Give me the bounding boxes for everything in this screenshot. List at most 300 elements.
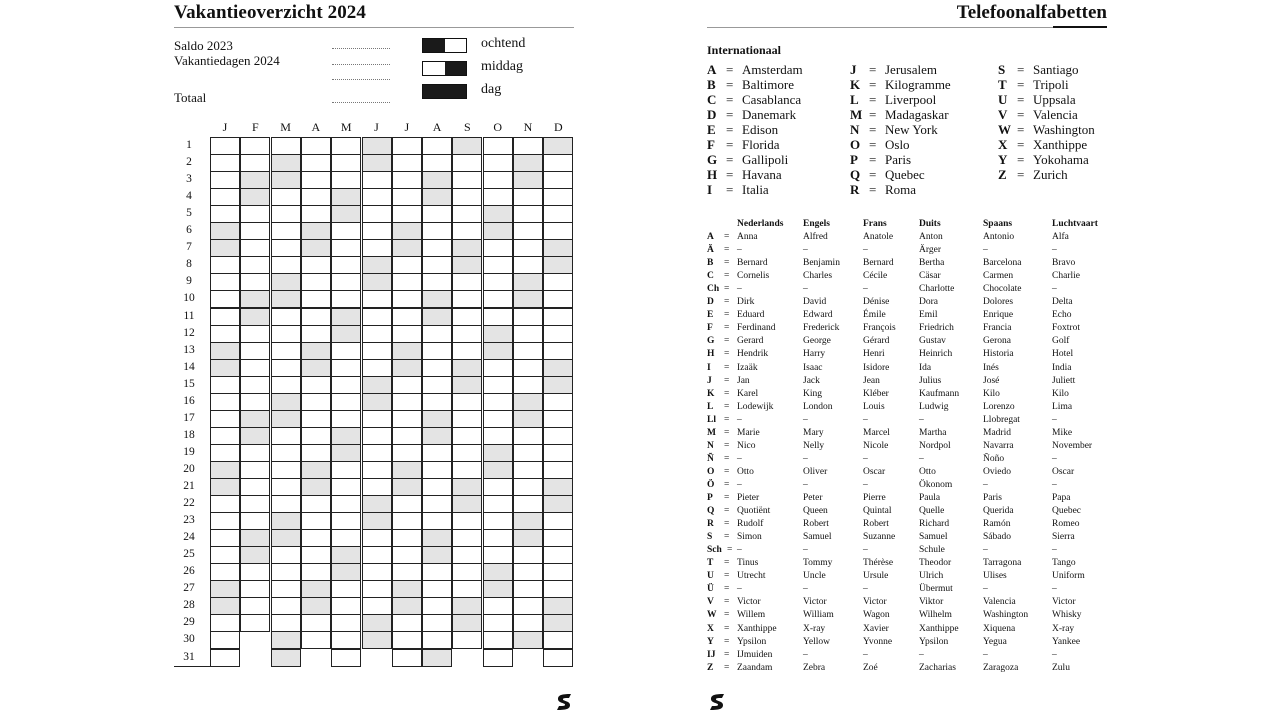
day-cell[interactable] (483, 342, 513, 360)
day-cell[interactable] (483, 563, 513, 581)
day-cell[interactable] (422, 342, 452, 360)
day-cell[interactable] (513, 188, 543, 206)
day-cell[interactable] (301, 154, 331, 172)
day-cell[interactable] (331, 273, 361, 291)
day-cell[interactable] (483, 478, 513, 496)
day-cell[interactable] (452, 512, 482, 530)
day-cell[interactable] (271, 359, 301, 377)
day-cell[interactable] (422, 461, 452, 479)
day-cell[interactable] (210, 478, 240, 496)
day-cell[interactable] (392, 188, 422, 206)
day-cell[interactable] (392, 512, 422, 530)
day-cell[interactable] (331, 512, 361, 530)
day-cell[interactable] (271, 478, 301, 496)
day-cell[interactable] (271, 256, 301, 274)
day-cell[interactable] (240, 495, 270, 513)
day-cell[interactable] (271, 614, 301, 632)
day-cell[interactable] (392, 171, 422, 189)
day-cell[interactable] (240, 308, 270, 326)
day-cell[interactable] (422, 444, 452, 462)
day-cell[interactable] (331, 546, 361, 564)
day-cell[interactable] (210, 512, 240, 530)
day-cell[interactable] (422, 205, 452, 223)
day-cell[interactable] (331, 154, 361, 172)
day-cell[interactable] (331, 427, 361, 445)
day-cell[interactable] (240, 222, 270, 240)
day-cell[interactable] (362, 188, 392, 206)
day-cell[interactable] (331, 631, 361, 649)
day-cell[interactable] (362, 171, 392, 189)
day-cell[interactable] (543, 188, 573, 206)
day-cell[interactable] (422, 308, 452, 326)
day-cell[interactable] (513, 529, 543, 547)
day-cell[interactable] (452, 580, 482, 598)
day-cell[interactable] (422, 273, 452, 291)
day-cell[interactable] (331, 461, 361, 479)
day-cell[interactable] (392, 308, 422, 326)
day-cell[interactable] (362, 495, 392, 513)
day-cell[interactable] (271, 580, 301, 598)
day-cell[interactable] (301, 495, 331, 513)
day-cell[interactable] (240, 171, 270, 189)
day-cell[interactable] (452, 427, 482, 445)
day-cell[interactable] (331, 444, 361, 462)
day-cell[interactable] (513, 290, 543, 308)
day-cell[interactable] (271, 512, 301, 530)
day-cell[interactable] (331, 376, 361, 394)
day-cell[interactable] (483, 256, 513, 274)
day-cell[interactable] (483, 580, 513, 598)
day-cell[interactable] (513, 410, 543, 428)
day-cell[interactable] (543, 461, 573, 479)
day-cell[interactable] (331, 393, 361, 411)
day-cell[interactable] (271, 649, 301, 667)
day-cell[interactable] (240, 205, 270, 223)
day-cell[interactable] (392, 239, 422, 257)
day-cell[interactable] (452, 342, 482, 360)
day-cell[interactable] (483, 359, 513, 377)
day-cell[interactable] (543, 631, 573, 649)
day-cell[interactable] (331, 649, 361, 667)
day-cell[interactable] (483, 273, 513, 291)
day-cell[interactable] (543, 376, 573, 394)
day-cell[interactable] (240, 546, 270, 564)
day-cell[interactable] (452, 546, 482, 564)
day-cell[interactable] (331, 597, 361, 615)
day-cell[interactable] (483, 631, 513, 649)
day-cell[interactable] (483, 137, 513, 155)
day-cell[interactable] (452, 171, 482, 189)
day-cell[interactable] (240, 614, 270, 632)
day-cell[interactable] (392, 256, 422, 274)
day-cell[interactable] (483, 512, 513, 530)
day-cell[interactable] (513, 359, 543, 377)
day-cell[interactable] (392, 342, 422, 360)
day-cell[interactable] (483, 188, 513, 206)
day-cell[interactable] (362, 325, 392, 343)
day-cell[interactable] (210, 188, 240, 206)
day-cell[interactable] (543, 427, 573, 445)
day-cell[interactable] (452, 325, 482, 343)
day-cell[interactable] (362, 461, 392, 479)
day-cell[interactable] (452, 154, 482, 172)
day-cell[interactable] (331, 342, 361, 360)
day-cell[interactable] (422, 495, 452, 513)
day-cell[interactable] (240, 239, 270, 257)
day-cell[interactable] (331, 239, 361, 257)
day-cell[interactable] (301, 273, 331, 291)
day-cell[interactable] (392, 444, 422, 462)
day-cell[interactable] (483, 649, 513, 667)
day-cell[interactable] (271, 239, 301, 257)
day-cell[interactable] (301, 359, 331, 377)
day-cell[interactable] (392, 222, 422, 240)
day-cell[interactable] (543, 308, 573, 326)
day-cell[interactable] (240, 359, 270, 377)
day-cell[interactable] (543, 239, 573, 257)
day-cell[interactable] (301, 580, 331, 598)
day-cell[interactable] (210, 137, 240, 155)
day-cell[interactable] (422, 478, 452, 496)
day-cell[interactable] (483, 393, 513, 411)
day-cell[interactable] (513, 239, 543, 257)
day-cell[interactable] (301, 563, 331, 581)
day-cell[interactable] (240, 410, 270, 428)
day-cell[interactable] (392, 529, 422, 547)
day-cell[interactable] (392, 205, 422, 223)
day-cell[interactable] (543, 137, 573, 155)
day-cell[interactable] (452, 273, 482, 291)
day-cell[interactable] (483, 239, 513, 257)
day-cell[interactable] (422, 580, 452, 598)
day-cell[interactable] (271, 137, 301, 155)
day-cell[interactable] (543, 205, 573, 223)
day-cell[interactable] (210, 308, 240, 326)
day-cell[interactable] (422, 393, 452, 411)
day-cell[interactable] (301, 512, 331, 530)
day-cell[interactable] (271, 631, 301, 649)
day-cell[interactable] (422, 239, 452, 257)
day-cell[interactable] (210, 205, 240, 223)
day-cell[interactable] (513, 393, 543, 411)
day-cell[interactable] (210, 580, 240, 598)
day-cell[interactable] (240, 461, 270, 479)
day-cell[interactable] (483, 495, 513, 513)
day-cell[interactable] (452, 290, 482, 308)
day-cell[interactable] (331, 290, 361, 308)
day-cell[interactable] (513, 631, 543, 649)
day-cell[interactable] (331, 308, 361, 326)
day-cell[interactable] (301, 376, 331, 394)
day-cell[interactable] (483, 529, 513, 547)
day-cell[interactable] (452, 631, 482, 649)
day-cell[interactable] (452, 256, 482, 274)
day-cell[interactable] (513, 137, 543, 155)
day-cell[interactable] (271, 444, 301, 462)
day-cell[interactable] (362, 597, 392, 615)
day-cell[interactable] (362, 205, 392, 223)
day-cell[interactable] (543, 273, 573, 291)
day-cell[interactable] (452, 376, 482, 394)
day-cell[interactable] (422, 325, 452, 343)
day-cell[interactable] (452, 308, 482, 326)
day-cell[interactable] (301, 597, 331, 615)
day-cell[interactable] (452, 563, 482, 581)
day-cell[interactable] (513, 205, 543, 223)
day-cell[interactable] (452, 495, 482, 513)
day-cell[interactable] (422, 256, 452, 274)
day-cell[interactable] (240, 478, 270, 496)
day-cell[interactable] (513, 222, 543, 240)
day-cell[interactable] (483, 308, 513, 326)
day-cell[interactable] (301, 410, 331, 428)
day-cell[interactable] (240, 427, 270, 445)
day-cell[interactable] (392, 376, 422, 394)
day-cell[interactable] (331, 529, 361, 547)
day-cell[interactable] (543, 649, 573, 667)
day-cell[interactable] (331, 580, 361, 598)
day-cell[interactable] (210, 359, 240, 377)
day-cell[interactable] (240, 137, 270, 155)
day-cell[interactable] (271, 273, 301, 291)
day-cell[interactable] (513, 512, 543, 530)
day-cell[interactable] (301, 222, 331, 240)
day-cell[interactable] (362, 512, 392, 530)
day-cell[interactable] (452, 393, 482, 411)
day-cell[interactable] (362, 256, 392, 274)
day-cell[interactable] (301, 546, 331, 564)
day-cell[interactable] (271, 222, 301, 240)
day-cell[interactable] (513, 256, 543, 274)
day-cell[interactable] (301, 427, 331, 445)
day-cell[interactable] (210, 563, 240, 581)
day-cell[interactable] (483, 597, 513, 615)
day-cell[interactable] (543, 359, 573, 377)
day-cell[interactable] (210, 342, 240, 360)
day-cell[interactable] (301, 393, 331, 411)
day-cell[interactable] (301, 342, 331, 360)
day-cell[interactable] (513, 376, 543, 394)
day-cell[interactable] (210, 222, 240, 240)
day-cell[interactable] (362, 342, 392, 360)
day-cell[interactable] (392, 597, 422, 615)
day-cell[interactable] (210, 631, 240, 649)
day-cell[interactable] (362, 478, 392, 496)
day-cell[interactable] (362, 154, 392, 172)
day-cell[interactable] (362, 393, 392, 411)
day-cell[interactable] (331, 222, 361, 240)
day-cell[interactable] (210, 649, 240, 667)
day-cell[interactable] (422, 188, 452, 206)
day-cell[interactable] (422, 171, 452, 189)
day-cell[interactable] (362, 359, 392, 377)
day-cell[interactable] (392, 273, 422, 291)
day-cell[interactable] (331, 478, 361, 496)
day-cell[interactable] (362, 137, 392, 155)
day-cell[interactable] (271, 597, 301, 615)
day-cell[interactable] (422, 137, 452, 155)
day-cell[interactable] (240, 512, 270, 530)
day-cell[interactable] (543, 478, 573, 496)
day-cell[interactable] (452, 461, 482, 479)
day-cell[interactable] (210, 410, 240, 428)
day-cell[interactable] (271, 154, 301, 172)
day-cell[interactable] (483, 546, 513, 564)
day-cell[interactable] (392, 495, 422, 513)
day-cell[interactable] (452, 444, 482, 462)
day-cell[interactable] (271, 461, 301, 479)
day-cell[interactable] (483, 410, 513, 428)
day-cell[interactable] (392, 359, 422, 377)
day-cell[interactable] (240, 256, 270, 274)
day-cell[interactable] (271, 393, 301, 411)
day-cell[interactable] (271, 495, 301, 513)
day-cell[interactable] (543, 393, 573, 411)
day-cell[interactable] (392, 614, 422, 632)
day-cell[interactable] (362, 529, 392, 547)
day-cell[interactable] (301, 529, 331, 547)
day-cell[interactable] (483, 614, 513, 632)
day-cell[interactable] (301, 137, 331, 155)
day-cell[interactable] (271, 290, 301, 308)
day-cell[interactable] (301, 325, 331, 343)
day-cell[interactable] (271, 308, 301, 326)
day-cell[interactable] (483, 205, 513, 223)
day-cell[interactable] (331, 256, 361, 274)
day-cell[interactable] (543, 563, 573, 581)
day-cell[interactable] (301, 290, 331, 308)
day-cell[interactable] (210, 495, 240, 513)
day-cell[interactable] (543, 342, 573, 360)
day-cell[interactable] (452, 529, 482, 547)
day-cell[interactable] (240, 154, 270, 172)
day-cell[interactable] (301, 614, 331, 632)
day-cell[interactable] (392, 649, 422, 667)
day-cell[interactable] (210, 529, 240, 547)
day-cell[interactable] (362, 580, 392, 598)
day-cell[interactable] (271, 427, 301, 445)
day-cell[interactable] (240, 325, 270, 343)
day-cell[interactable] (331, 614, 361, 632)
day-cell[interactable] (483, 222, 513, 240)
day-cell[interactable] (331, 188, 361, 206)
day-cell[interactable] (543, 495, 573, 513)
day-cell[interactable] (513, 308, 543, 326)
day-cell[interactable] (362, 273, 392, 291)
day-cell[interactable] (271, 546, 301, 564)
day-cell[interactable] (543, 222, 573, 240)
day-cell[interactable] (301, 205, 331, 223)
day-cell[interactable] (210, 273, 240, 291)
day-cell[interactable] (452, 359, 482, 377)
day-cell[interactable] (513, 273, 543, 291)
day-cell[interactable] (422, 376, 452, 394)
day-cell[interactable] (392, 461, 422, 479)
day-cell[interactable] (543, 529, 573, 547)
day-cell[interactable] (422, 154, 452, 172)
day-cell[interactable] (210, 393, 240, 411)
day-cell[interactable] (301, 461, 331, 479)
day-cell[interactable] (271, 188, 301, 206)
day-cell[interactable] (483, 376, 513, 394)
day-cell[interactable] (392, 410, 422, 428)
day-cell[interactable] (422, 631, 452, 649)
day-cell[interactable] (513, 478, 543, 496)
day-cell[interactable] (452, 597, 482, 615)
day-cell[interactable] (452, 410, 482, 428)
day-cell[interactable] (483, 171, 513, 189)
day-cell[interactable] (210, 239, 240, 257)
day-cell[interactable] (240, 529, 270, 547)
day-cell[interactable] (210, 444, 240, 462)
day-cell[interactable] (210, 325, 240, 343)
day-cell[interactable] (513, 614, 543, 632)
day-cell[interactable] (331, 563, 361, 581)
day-cell[interactable] (513, 461, 543, 479)
day-cell[interactable] (331, 137, 361, 155)
day-cell[interactable] (483, 427, 513, 445)
day-cell[interactable] (362, 290, 392, 308)
day-cell[interactable] (422, 427, 452, 445)
day-cell[interactable] (513, 171, 543, 189)
day-cell[interactable] (422, 529, 452, 547)
day-cell[interactable] (301, 478, 331, 496)
day-cell[interactable] (210, 290, 240, 308)
day-cell[interactable] (331, 205, 361, 223)
day-cell[interactable] (483, 154, 513, 172)
day-cell[interactable] (392, 325, 422, 343)
day-cell[interactable] (210, 154, 240, 172)
day-cell[interactable] (210, 376, 240, 394)
day-cell[interactable] (362, 410, 392, 428)
day-cell[interactable] (301, 171, 331, 189)
day-cell[interactable] (392, 137, 422, 155)
day-cell[interactable] (271, 563, 301, 581)
day-cell[interactable] (362, 444, 392, 462)
day-cell[interactable] (422, 290, 452, 308)
day-cell[interactable] (392, 563, 422, 581)
day-cell[interactable] (543, 444, 573, 462)
day-cell[interactable] (392, 631, 422, 649)
day-cell[interactable] (392, 393, 422, 411)
day-cell[interactable] (301, 239, 331, 257)
day-cell[interactable] (422, 546, 452, 564)
day-cell[interactable] (513, 563, 543, 581)
day-cell[interactable] (483, 444, 513, 462)
day-cell[interactable] (271, 376, 301, 394)
day-cell[interactable] (513, 154, 543, 172)
day-cell[interactable] (240, 597, 270, 615)
day-cell[interactable] (210, 614, 240, 632)
day-cell[interactable] (331, 171, 361, 189)
day-cell[interactable] (301, 188, 331, 206)
day-cell[interactable] (392, 154, 422, 172)
day-cell[interactable] (543, 512, 573, 530)
day-cell[interactable] (513, 444, 543, 462)
day-cell[interactable] (210, 171, 240, 189)
day-cell[interactable] (543, 546, 573, 564)
day-cell[interactable] (301, 308, 331, 326)
day-cell[interactable] (271, 205, 301, 223)
day-cell[interactable] (392, 478, 422, 496)
day-cell[interactable] (240, 188, 270, 206)
day-cell[interactable] (422, 359, 452, 377)
day-cell[interactable] (452, 137, 482, 155)
day-cell[interactable] (331, 410, 361, 428)
day-cell[interactable] (422, 597, 452, 615)
day-cell[interactable] (210, 256, 240, 274)
day-cell[interactable] (240, 444, 270, 462)
